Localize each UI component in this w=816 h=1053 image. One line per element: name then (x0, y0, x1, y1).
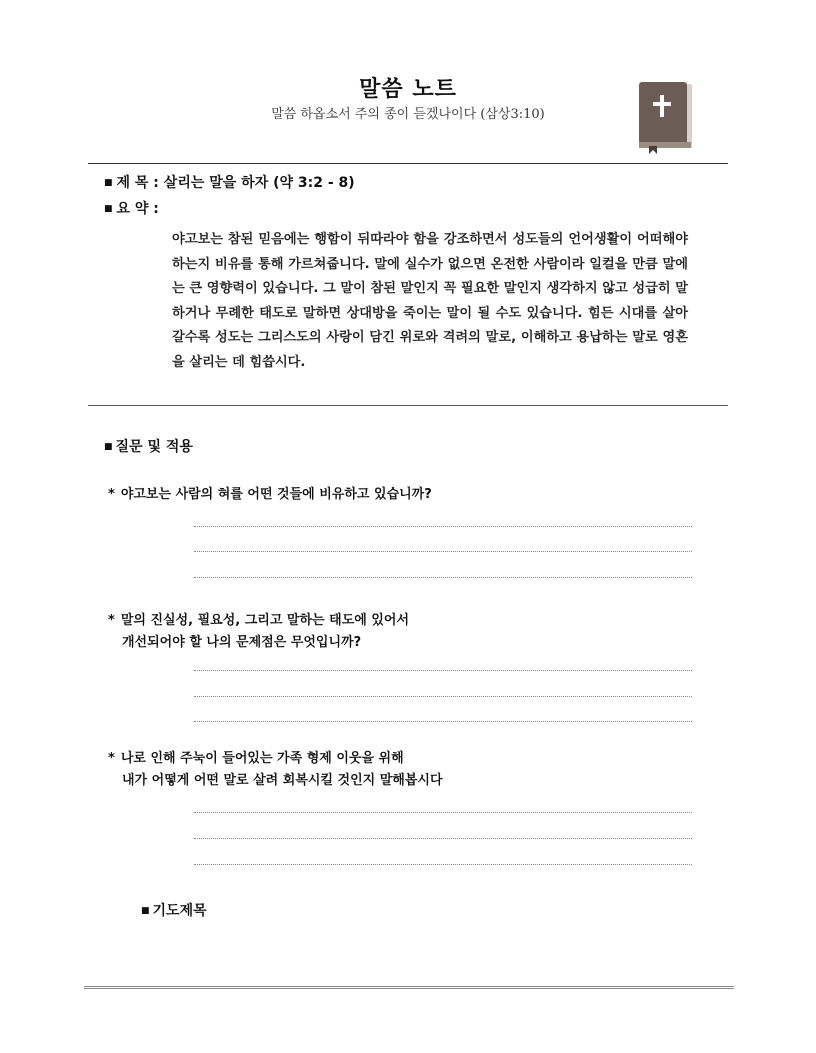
sermon-title-field (104, 172, 355, 192)
square-bullet-icon: ■ (104, 178, 113, 188)
square-bullet-icon: ■ (141, 906, 150, 916)
square-bullet-icon: ■ (104, 442, 113, 452)
asterisk-icon: * (108, 613, 115, 628)
section-divider (88, 405, 728, 406)
bible-icon (637, 82, 695, 154)
answer-line[interactable] (194, 864, 692, 865)
prayer-heading: ■ 기도제목 (141, 903, 207, 919)
sermon-title-label: 제 목 : (116, 175, 159, 191)
question-2: * 말의 진실성, 필요성, 그리고 말하는 태도에 있어서 개선되어야 할 나의 문제점은 무엇입니까? (108, 613, 410, 650)
asterisk-icon: * (108, 751, 115, 766)
question-1: * 야고보는 사람의 혀를 어떤 것들에 비유하고 있습니까? (108, 487, 432, 502)
answer-line[interactable] (194, 670, 692, 671)
answer-line[interactable] (194, 551, 692, 552)
footer-divider (84, 986, 734, 989)
sermon-summary-text: 야고보는 참된 믿음에는 행함이 뒤따라야 함을 강조하면서 성도들의 언어생활이 어떠해야 하는지 비유를 통해 가르쳐줍니다. 말에 실수가 없으면 온전한 사람이라 일컬을 만큼 말에는 큰 영향력이 있습니다. 그 말이 참된 말인지 꼭 필요한 말인지 생각하지 않고 성급히 말하거나 무례한 태도로 말하면 상대방을 죽이는 말이 될 수도 있습니다. 힘든 시대를 살아갈수록 성도는 그리스도의 사랑이 담긴 위로와 격려의 말로, 이해하고 용납하는 말로 영혼을 살리는 데 힘씁시다. (172, 232, 688, 370)
answer-line[interactable] (194, 838, 692, 839)
sermon-summary-label: 요 약 : (116, 201, 159, 217)
question-3: * 나로 인해 주눅이 들어있는 가족 형제 이웃을 위해 내가 어떻게 어떤 말로 살려 회복시킬 것인지 말해봅시다 (108, 751, 443, 788)
asterisk-icon: * (108, 487, 115, 502)
sermon-title-value: 살리는 말을 하자 (약 3:2 - 8) (163, 175, 355, 191)
answer-line[interactable] (194, 526, 692, 527)
square-bullet-icon: ■ (104, 204, 113, 214)
page-subtitle: 말씀 하옵소서 주의 종이 듣겠나이다 (삼상3:10) (271, 107, 545, 122)
header-divider (88, 163, 728, 164)
answer-line[interactable] (194, 696, 692, 697)
page-title: 말씀 노트 (359, 77, 457, 102)
questions-heading: ■ 질문 및 적용 (104, 439, 193, 455)
sermon-summary-field (104, 198, 159, 218)
answer-line[interactable] (194, 577, 692, 578)
answer-line[interactable] (194, 812, 692, 813)
answer-line[interactable] (194, 721, 692, 722)
